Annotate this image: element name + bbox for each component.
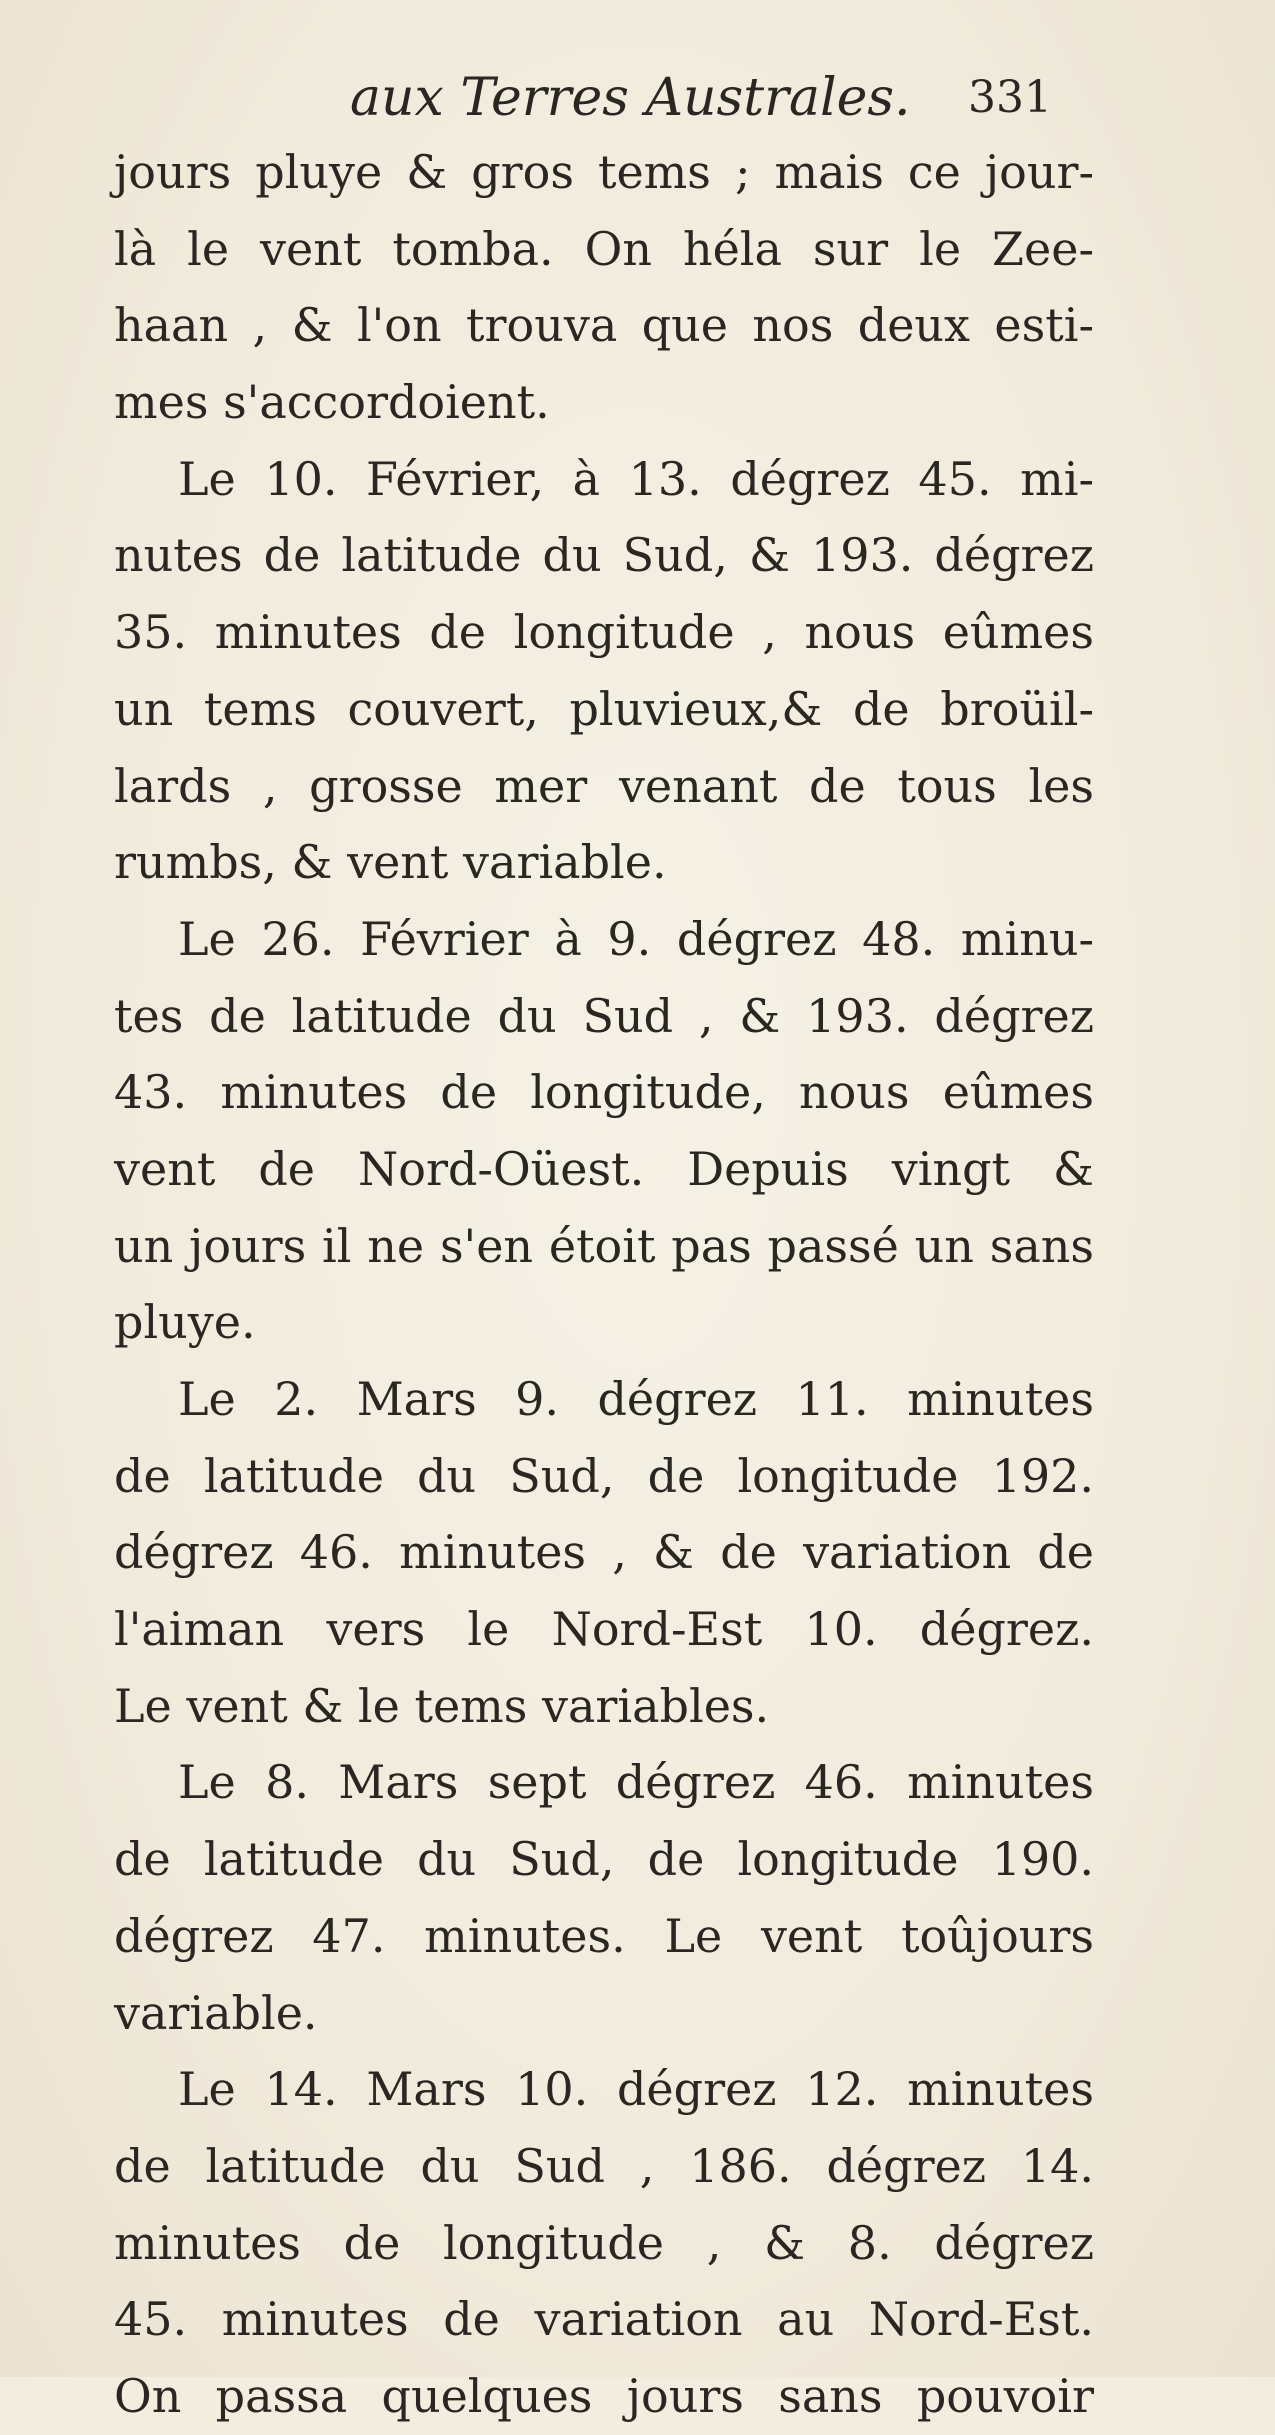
text-line: mes s'accordoient.	[114, 375, 550, 430]
text-line: On passa quelques jours sans pouvoir	[114, 2368, 1094, 2423]
text-line: variable.	[114, 1985, 318, 2040]
text-line: un tems couvert, pluvieux,& de broüil-	[114, 681, 1094, 736]
text-line: rumbs, & vent variable.	[114, 835, 667, 890]
body-text	[114, 134, 1094, 2435]
text-line: 43. minutes de longitude, nous eûmes	[114, 1065, 1094, 1120]
text-line: l'aiman vers le Nord-Est 10. dégrez.	[114, 1602, 1094, 1657]
text-line: de latitude du Sud , 186. dégrez 14.	[114, 2138, 1094, 2193]
text-line: jours pluye & gros tems ; mais ce jour-	[114, 145, 1094, 199]
text-line: de latitude du Sud, de longitude 190.	[114, 1832, 1094, 1887]
bottom-margin	[0, 2100, 1275, 2377]
text-line: 45. minutes de variation au Nord-Est.	[114, 2292, 1094, 2347]
text-line: Le 14. Mars 10. dégrez 12. minutes	[178, 2062, 1094, 2117]
text-line: Le 26. Février à 9. dégrez 48. minu-	[178, 911, 1094, 966]
text-line: tes de latitude du Sud , & 193. dégrez	[114, 988, 1094, 1043]
text-line: Le 8. Mars sept dégrez 46. minutes	[178, 1755, 1094, 1810]
text-line: nutes de latitude du Sud, & 193. dégrez	[114, 528, 1094, 583]
text-line: 35. minutes de longitude , nous eûmes	[114, 605, 1094, 660]
text-line: dégrez 46. minutes , & de variation de	[114, 1525, 1094, 1580]
running-head: aux Terres Australes.	[350, 68, 911, 128]
text-line: haan , & l'on trouva que nos deux esti-	[114, 298, 1094, 353]
text-line: lards , grosse mer venant de tous les	[114, 758, 1094, 813]
page-header	[0, 68, 1275, 138]
text-line: vent de Nord-Oüest. Depuis vingt &	[114, 1141, 1094, 1196]
text-line: là le vent tomba. On héla sur le Zee-	[114, 221, 1094, 276]
text-line: Le 2. Mars 9. dégrez 11. minutes	[178, 1372, 1094, 1426]
page-number: 331	[968, 72, 1052, 123]
text-line: Le vent & le tems variables.	[114, 1678, 770, 1733]
text-line: minutes de longitude , & 8. dégrez	[114, 2215, 1094, 2270]
text-line: un jours il ne s'en étoit pas passé un sans	[114, 1218, 1094, 1273]
text-line: dégrez 47. minutes. Le vent toûjours	[114, 1908, 1094, 1963]
text-line: Le 10. Février, à 13. dégrez 45. mi-	[178, 451, 1094, 506]
text-line: de latitude du Sud, de longitude 192.	[114, 1448, 1094, 1503]
text-line: pluye.	[114, 1295, 256, 1350]
